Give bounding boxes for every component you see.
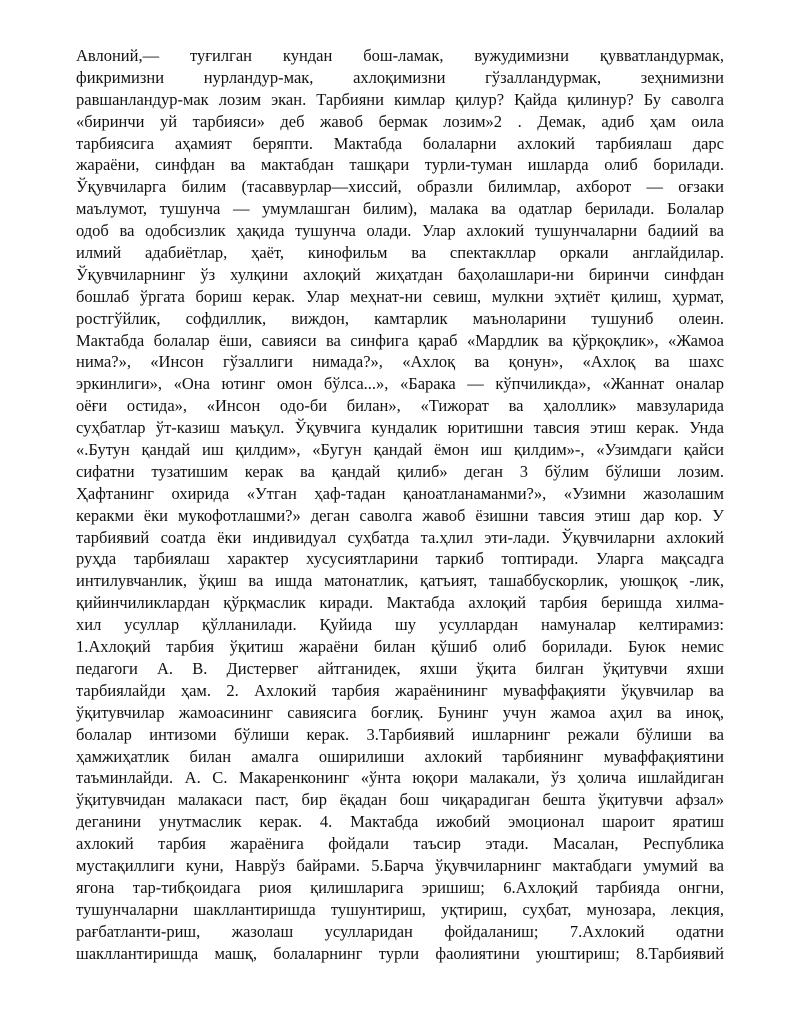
text-line: одоб ва одобсизлик ҳақида тушунча олади. Улар ахлокий тушунчаларни бадиий ва — [76, 221, 724, 241]
text-line: тарбиялайди ҳам. 2. Ахлокий тарбия жараёнининг муваффақияти ўқувчилар ва — [76, 680, 724, 700]
text-line: хил усуллар қўлланилади. Қуйида шу усуллардан намуналар келтирамиз: — [76, 615, 724, 635]
text-line: Авлоний,— туғилган кундан бош-ламак, вужудимизни қувватландурмак, — [76, 46, 724, 65]
text-line: руҳда тарбиялаш характер хусусиятларини таркиб топтиради. Уларга мақсадга — [76, 549, 724, 569]
text-line: илмий адабиётлар, ҳаёт, кинофильм ва спектакллар оркали англайдилар. — [76, 243, 724, 263]
text-line: ҳамжиҳатлик билан амалга оширилиши ахлокий тарбиянинг муваффақиятини — [76, 746, 724, 766]
text-line: деганини унутмаслик керак. 4. Мактабда ижобий эмоционал шароит яратиш — [76, 812, 724, 832]
text-line: Ўқувчиларга билим (тасаввурлар—хиссий, образли билимлар, ахборот — оғзаки — [76, 177, 724, 197]
text-line: оёғи остида», «Инсон одо-би билан», «Тижорат ва ҳалоллик» мавзуларида — [76, 396, 724, 416]
text-line: ягона тар-тибқоидага риоя қилишларига эришиш; 6.Ахлоқий тарбияда онгни, — [76, 877, 724, 897]
text-line: ахлокий тарбия жараёнига фойдали таъсир этади. Масалан, Республика — [76, 834, 724, 854]
text-line: нима?», «Инсон гўзаллиги нимада?», «Ахлоқ ва қонун», «Ахлоқ ва шахс — [76, 352, 724, 372]
text-line: «биринчи уй тарбияси» деб жавоб бермак лозим»2 . Демак, адиб ҳам оила — [76, 111, 724, 131]
text-line: эркинлиги», «Она ютинг омон бўлса...», «Барака — кўпчиликда», «Жаннат оналар — [76, 374, 724, 394]
text-line: 1.Ахлоқий тарбия ўқитиш жараёни билан қўшиб олиб борилади. Буюк немис — [76, 637, 724, 657]
text-line: таъминлайди. А. С. Макаренконинг «ўнта юқори малакали, ўз ҳолича ишлайдиган — [76, 768, 724, 788]
text-line: маълумот, тушунча — умумлашган билим), малака ва одатлар берилади. Болалар — [76, 199, 724, 219]
text-line: мустақиллиги куни, Наврўз байрами. 5.Барча ўқувчиларнинг мактабдаги умумий ва — [76, 855, 724, 875]
text-line: ўқитувчилар жамоасининг савиясига боғлиқ. Бунинг учун жамоа аҳил ва иноқ, — [76, 702, 724, 722]
text-line: тарбиявий соатда ёки индивидуал суҳбатда та.ҳлил эти-лади. Ўқувчиларни ахлокий — [76, 527, 724, 547]
text-line: рағбатланти-риш, жазолаш усулларидан фойдаланиш; 7.Ахлокий одатни — [76, 921, 724, 941]
text-line: Ҳафтанинг охирида «Утган ҳаф-тадан қаноатланаманми?», «Узимни жазолашим — [76, 483, 724, 503]
text-line: жараёни, синфдан ва мактабдан ташқари турли-туман ишларда олиб борилади. — [76, 155, 724, 175]
text-line: ўқитувчидан малакаси паст, бир ёқадан бош чиқарадиган бешта ўқитувчи афзал» — [76, 790, 724, 810]
text-line: равшанландур-мак лозим экан. Тарбияни кимлар қилур? Қайда қилинур? Бу саволга — [76, 89, 724, 109]
text-line: Ўқувчиларнинг ўз хулқини ахлоқий жиҳатдан баҳолашлари-ни биринчи синфдан — [76, 264, 724, 284]
text-line: қийинчиликлардан қўрқмаслик киради. Мактабда ахлоқий тарбия беришда хилма- — [76, 593, 724, 613]
text-line: Мактабда болалар ёши, савияси ва синфига қараб «Мардлик ва қўрқоқлик», «Жамоа — [76, 330, 724, 350]
text-line: интилувчанлик, ўқиш ва ишда матонатлик, қатъият, ташаббускорлик, уюшқоқ -лик, — [76, 571, 724, 591]
text-line: педагоги А. В. Дистервег айтганидек, яхши ўқита билган ўқитувчи яхши — [76, 658, 724, 678]
text-line: фикримизни нурландур-мак, ахлоқимизни гўзалландурмак, зеҳнимизни — [76, 67, 724, 87]
text-line: ростгўйлик, софдиллик, виждон, камтарлик маъноларини тушуниб олеин. — [76, 308, 724, 328]
text-line: сифатни тузатишим керак ва қандай қилиб» деган 3 бўлим бўлиши лозим. — [76, 461, 724, 481]
text-line: бошлаб ўргата бориш керак. Улар меҳнат-ни севиш, мулкни эҳтиёт қилиш, ҳурмат, — [76, 286, 724, 306]
text-line: болалар интизоми бўлиши керак. 3.Тарбиявий ишларнинг режали бўлиши ва — [76, 724, 724, 744]
text-line: керакми ёки мукофотлашми?» деган саволга жавоб ёзишни тавсия этиш дар кор. У — [76, 505, 724, 525]
text-line: шакллантиришда машқ, болаларнинг турли фаолиятини уюштириш; 8.Тарбиявий — [76, 943, 724, 963]
text-line: тарбиясига аҳамият беряпти. Мактабда болаларни ахлокий тарбиялаш дарс — [76, 133, 724, 153]
text-line: «.Бутун қандай иш қилдим», «Бугун қандай ёмон иш қилдим»-, «Узимдаги қайси — [76, 440, 724, 460]
body-text — [76, 45, 724, 964]
text-line: тушунчаларни шакллантиришда тушунтириш, уқтириш, суҳбат, мунозара, лекция, — [76, 899, 724, 919]
text-line: суҳбатлар ўт-казиш маъқул. Ўқувчига кундалик юритишни тавсия этиш керак. Унда — [76, 418, 724, 438]
